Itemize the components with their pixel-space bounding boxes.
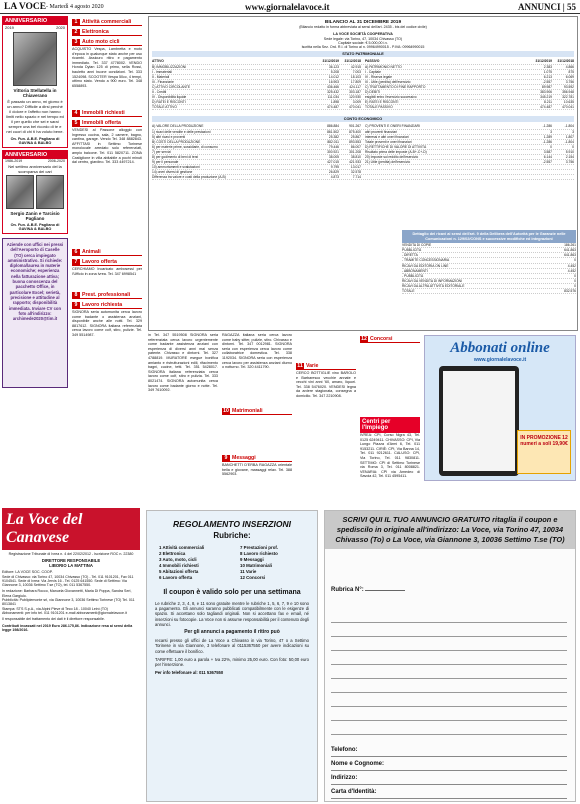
director-label: DIRETTORE RESPONSABILE <box>41 558 101 564</box>
rubric-heading: 3 Auto moto cicli <box>72 39 142 46</box>
name-field[interactable]: Nome e Cognome: <box>331 761 567 771</box>
revenue-detail <box>402 230 576 330</box>
rules-panel <box>146 510 318 802</box>
classified-text: BANCHETTI D'ERBA RAGAZZA orientale bella e giovane, massaggi relax. Tel. 388 5562903. <box>222 463 292 477</box>
rubric-list-item: 6 Lavoro offerta <box>159 575 193 580</box>
table-row: B) COSTI DELLA PRODUZIONE 882.011 893.553 Totale proventi e oneri finanziari -1.286 -1.804 <box>152 139 574 144</box>
table-row: 9) per il personale 427.015 421.933 21) Utile (perdita) dell'esercizio -2.557 3.756 <box>152 160 574 165</box>
rubric-text: CERCHIAMO Incaricato ambosessi per l'Ufficio in zona Ivrea. Tel. 347 6998541 <box>72 267 142 276</box>
rubric-list-item: 10 Matrimoniali <box>240 563 272 568</box>
rules-subtitle: Rubriche: <box>213 531 251 540</box>
revenue-row: VENDITA DI COPIE 186.261 <box>402 243 576 248</box>
masthead-short: LA VOCE <box>4 2 47 12</box>
privacy: Il responsabile del trattamento dei dati è il direttore responsabile. <box>2 617 105 622</box>
portrait-photo <box>36 175 64 209</box>
director-name: LIBORIO LA MATTINA <box>49 563 93 569</box>
rubric-heading: 5 Immobili offerta <box>72 120 142 127</box>
rubric-list-item: 11 Varie <box>240 569 257 574</box>
portrait-photo <box>13 32 57 86</box>
footer-note: Contributi incassati nel 2019 Euro 286.175,86. Indicazione resa ai sensi della legge 198/2016. <box>2 623 133 632</box>
table-row: B) IMMOBILIZZAZIONI 36.123 42.915 A) PATRIMONIO NETTO 2.383 4.866 <box>152 64 574 69</box>
rules-headline-2: Per gli annunci a pagamento il ritiro può <box>184 629 280 636</box>
section-band: CONTO ECONOMICO <box>152 116 574 122</box>
newsroom: In redazione: Barbara Rocco, Manuela Giovannetti, Maria Di Poppa, Sandra Seri, Elena Gargiulo. <box>2 589 132 598</box>
anniversary-1 <box>2 16 68 148</box>
offices: Sede di Chivasso: via Torino 47, 10034 Chivasso (TO) - Tel. 011 9101201, Fax 011 9104541. Sede di Ivrea: Via Jervis 16 - Tel. 0125 641550. Sede di Settimo: Via Giannone 3, 10036 Settimo T.se (TO), tel. 011 5367550. <box>2 574 134 588</box>
table-header: ATTIVO 31/12/2019 31/12/2018 PASSIVO 31/12/2019 31/12/2018 <box>152 59 574 64</box>
header-section: ANNUNCI | 55 <box>518 2 576 12</box>
rubrics-column <box>72 16 142 430</box>
rules-headline: Il coupon è valido solo per una settimana <box>163 589 301 596</box>
rubric-list-item: 3 Auto, moto, cicli <box>159 557 197 562</box>
company-registry: Iscritta nella Sez. Ord. R.I. di Torino al n. 09964990015 - P.IVA: 09964990015 <box>301 45 425 50</box>
rules-paragraph: recarsi presso gli uffici de La Voce a Chivasso in via Torino, 47 o a Settimo Torinese in via Giannone, 3 telefonare al 0115367550 per avere indicazioni su come effettuare il bonifico. <box>155 638 309 654</box>
company-name: LA VOCE SOCIETÀ COOPERATIVA <box>333 32 393 37</box>
revenue-note: Dettaglio dei ricavi ai sensi dell'art. 9 della Delibera dell'Autorità per le Garanzie nelle Comunicazioni n. 129/02/CONS e successive modifiche ed integrazioni <box>402 230 576 243</box>
rules-paragraph: Le rubriche 2, 3, 4, 8, e 11 sono gratuite mentre le rubriche 1, 5, 6, 7, 9 e 10 sono a pagamento. Gli annunci saranno pubblicati compatibilmente con le esigenze di spazio. Si accettano solo tagliandi originali. Non si accettano fax e email, né inserzioni su fotocopie. La Voce non si assume responsabilità per il contenuto degli annunci. <box>155 601 309 627</box>
table-row: II - Materiali 14.012 18.103 IV - Riserva legale 6.213 6.069 <box>152 74 574 79</box>
editor: Editore: LA VOCE SOC. COOP. <box>2 570 53 575</box>
table-row: IV - Disponibilità liquide 111.034 120.930 esigibili entro l'esercizio successivo 345.219 322.781 <box>152 95 574 100</box>
rubric-text: ACQUISTO Vespa, Lambretta e moto d'epoca in qualunque stato anche per uso ricambi. Assicuro ritiro e pagamento immediato. Tel. 337 4778002. VENDO Honda Dylan 125 di primo, sella Rossi, bauletto anni buone condizioni. Tel. 333 1524098. SCOOTER Vespa 50cc, 4 tempi, ottimo stato. Vendo a 900 euro. Tel. 348 6558893. <box>72 47 142 88</box>
rubric-heading: 11 Varie <box>296 363 356 370</box>
header-site[interactable]: www.giornalelavoce.it <box>245 2 330 12</box>
rules-title: REGOLAMENTO INSERZIONI <box>173 519 291 529</box>
income-table <box>152 124 574 180</box>
coupon-header: SCRIVI QUI IL TUO ANNUNCIO GRATUITO ritaglia il coupon e spediscilo in originale all'indirizzo: La Voce, via Torino 47, 10034 Chivasso (To) o La Voce, via Giannone 3, 10036 Settimo T.se (TO) <box>325 511 575 549</box>
rubric-heading: 8 Prest. professionali <box>72 292 142 299</box>
rules-info: Per info telefonare al: 011 5367550 <box>155 670 224 676</box>
table-row: III - Finanziarie 16.903 17.809 IX - Utile (perdita) dell'esercizio -2.557 3.756 <box>152 79 574 84</box>
rules-price: TARIFFE: 1,00 euro a parola + Iva 22%, minimo 25,00 euro. Con foto: 50,00 euro per l'inserzione. <box>155 656 309 668</box>
rubric-heading: 9 Lavoro richiesta <box>72 302 142 309</box>
rubric-list-item: 1 Attività commerciali <box>159 545 205 550</box>
rubric-heading: 2 Elettronica <box>72 29 142 36</box>
company-address: Sede legale: via Torino, 47, 10034 Chivasso (TO) <box>323 36 403 41</box>
print: Stampa: STS S.p.A., via Alpini Pieve di Teco 18 - 10040 Leinì (TO) <box>2 606 108 611</box>
coupon-form <box>324 510 576 802</box>
table-row: 6) per materie prime, sussidiarie, di consumo 79.446 86.007 D) RETTIFICHE DI VALORE DI ATTIVITÀ 0 0 <box>152 144 574 149</box>
portrait-photo <box>6 175 34 209</box>
tablet-illustration <box>439 366 519 476</box>
revenue-row: PUBBLICITÀ 641.863 <box>402 248 576 253</box>
header-date: - Martedì 4 agosto 2020 <box>46 4 104 10</box>
rubric-heading: 10 Matrimoniali <box>222 408 292 415</box>
rubric-heading: 1 Attività commerciali <box>72 19 142 26</box>
balance-subtitle: (Bilancio redatto in forma abbreviata ai sensi dell'art. 2435 - bis del codice civile) <box>299 25 427 29</box>
id-card-field[interactable]: Carta d'Identità: <box>331 789 567 799</box>
rubric-heading: 6 Animali <box>72 249 142 256</box>
anniversary-text: Nel settimo anniversario del la scomparsa dei cari <box>8 164 62 174</box>
table-row: II - Crediti 325.432 303.187 D) DEBITI 383.906 356.948 <box>152 90 574 95</box>
page-header <box>0 0 580 14</box>
rubric-number-input[interactable] <box>365 590 405 591</box>
anniversary-year-start: 2019 <box>5 25 14 30</box>
rubric-list <box>147 545 317 581</box>
concorsi-column <box>360 333 420 533</box>
address-field[interactable]: Indirizzo: <box>331 775 567 785</box>
anniversary-year-end: 2006-2020 <box>47 159 65 163</box>
rubric-number-field[interactable]: Rubrica N°: <box>331 587 567 597</box>
balance-table <box>152 59 574 110</box>
deceased-name: Vittoria Stellatella in Chiaverano <box>13 88 57 98</box>
anniversary-year-start: 1986-2019 <box>5 159 23 163</box>
revenue-row: - DIRETTA 641.863 <box>402 253 576 258</box>
job-centers-title: Centri per l'Impiego <box>360 417 420 433</box>
funeral-home: On. Fun. A.B.E. Pagliano di GAVINA & BALBO <box>10 137 60 145</box>
rubric-text: SIGNORA seria automunita cerca lavoro come badante o assistenza anziani, disponibile anche alle notti. Tel. 329 8817612. SIGNORA italiana referenziata cerca lavoro come colf, stiro, pulizie. Tel. 349 5514987. <box>72 310 142 337</box>
revenue-row: TOTALE 832.576 <box>402 289 576 294</box>
subscribe-banner[interactable] <box>424 335 576 481</box>
deceased-names: Sergio Zanin e Tarcisio Pagliano <box>10 211 60 221</box>
classified-text: RAGAZZA italiana seria cerca lavoro come baby sitter, pulizie, stiro. Chivasso e dintorni. Tel. 347 0012981. SIGNORA seria con esperienza cerca lavoro come collaboratrice domestica. Tel. 338 1192034. SIGNORA seria con esperienza cerca lavoro per assistenza anziani diurno o notturno. Tel. 320 4411790. <box>222 333 292 370</box>
revenue-row: RICAVI DA VENDITA DI INFORMAZIONI 0 <box>402 278 576 283</box>
table-row: Differenza tra valore e costi della produzione (A-B) 4.873 7.714 <box>152 175 574 180</box>
rubric-heading: 9 Messaggi <box>222 455 292 462</box>
rubric-list-item: 12 Concorsi <box>240 575 266 580</box>
company-capital: Capitale sociale: € 5.000,00 i.v. <box>338 40 388 45</box>
rubric-text: VENDESI al Passone alloggio con Ingresso cucina, sala, 2 camere, bagno, cantina, garage. Vendo Tel. 348 8882843. AFFITTASI in Settimo Torinese monolocale arredato solo referenziati, ampio balcone. Tel. 011 5820711. ZONA Castiglione in villa abitabile a pochi minuti dal centro, giardino. Tel. 333 4497214. <box>72 128 142 165</box>
subscriptions: Abbonamenti: per info tel. 011 9101201 e-mail abbonamenti@giornalelavoce.it <box>2 610 127 615</box>
rubric-heading: 12 Concorsi <box>360 336 420 343</box>
rubric-list-item: 8 Lavoro richiesto <box>240 551 278 556</box>
registry: Registrazione Tribunale di Ivrea n. 4 del 22/02/2012 - Iscrizione ROC n. 22380 <box>8 552 134 556</box>
rubric-list-item: 4 Immobili richiesti <box>159 563 199 568</box>
revenue-row: RICAVI DA ALTRA ATTIVITÀ EDITORIALE 0 <box>402 283 576 288</box>
advertising: Pubblicità: Publipiemonte srl, via Giannone 3, 10036 Settimo Torinese (TO) Tel. 011 8013841 <box>2 598 135 607</box>
job-promo-box: Aziende con uffici nei pressi dell'Aeroporto di Caselle (TO) cerca impiegato amministrativo. Si richiede: diploma/laurea in materie economiche; esperienza nella fatturazione attiva; buona conoscenza del pacchetto Office, in particolare Excel; serietà, precisione e attitudine al rapporto; disponibilità immediata. Inviare CV con foto all'indirizzo: archimede2020@tim.it <box>2 238 68 388</box>
section-band: STATO PATRIMONIALE <box>152 51 574 57</box>
subscription-ad <box>424 333 576 481</box>
table-row: I - Immateriali 5.208 7.003 I - Capitale 1.075 875 <box>152 69 574 74</box>
revenue-row: - TRAMITE CONCESSIONARIA 0 <box>402 258 576 263</box>
table-row: 10) ammortamenti e svalutazioni 9.795 13.017 <box>152 165 574 170</box>
table-row: 5) altri ricavi e proventi 25.382 25.867 interessi e altri oneri finanziari 1.289 1.807 <box>152 134 574 139</box>
anniversary-label: ANNIVERSARIO <box>3 17 67 25</box>
anniversary-year-end: 2020 <box>56 25 65 30</box>
job-centers-list: IVREA: CPI, Corso Nigra 43, Tel. 0125 6249411. CHIVASSO: CPI, Via Lungo Piazza d'Armi 6, Tel. 011 9153211. CIRIÈ: CPI, Via Banna 14, Tel. 011 9212611. CALUSO: CPI, Via Torino, Tel. 011 9830811. SETTIMO: CPI di Settimo Torinese via Roma 3, Tel. 011 8008821. VENARIA: CPI via Amedeo di Savoia 42, Tel. 011 4595411. <box>360 433 420 479</box>
rubric-list-item: 7 Prestazioni prof. <box>240 545 279 550</box>
classified-text: CERCO BOTTIGLIE vino BAROLO e Barbaresco vecchie annate e vecchi vini anni '60, amaro, liquori. Tel. 338 5476020. VENDESI legna da ardere stagionata, consegna a domicilio. Tel. 347 2210908. <box>296 371 356 398</box>
table-row: D) RATEI E RISCONTI 1.898 3.009 E) RATEI E RISCONTI 8.211 10.635 <box>152 100 574 105</box>
table-row: A) VALORE DELLA PRODUZIONE 886.884 901.267 C) PROVENTI E ONERI FINANZIARI -1.286 -1.804 <box>152 124 574 129</box>
table-row: 7) per servizi 300.921 301.208 Risultato prima delle imposte (A-B+-C+-D) 3.587 5.910 <box>152 149 574 154</box>
table-row: 1) ricavi delle vendite e delle prestazioni 861.502 875.400 altri proventi finanziari 3 3 <box>152 129 574 134</box>
funeral-home: On. Fun. A.B.E. Pagliano di GAVINA & BALBO <box>10 223 60 231</box>
anniversary-2 <box>2 150 68 234</box>
anniversary-label: ANNIVERSARIO <box>3 151 67 159</box>
rubric-list-item: 9 Messaggi <box>240 557 264 562</box>
phone-field[interactable]: Telefono: <box>331 747 567 757</box>
rubric-heading: 4 Immobili richiesti <box>72 110 142 117</box>
anniversary-column <box>2 16 68 506</box>
ad-text-lines[interactable] <box>331 609 567 739</box>
revenue-row: - ABBONAMENTI 4.452 <box>402 268 576 273</box>
balance-title: BILANCIO AL 31 DICEMBRE 2019 <box>324 20 402 25</box>
table-row: C) ATTIVO CIRCOLANTE 436.466 424.117 C) TRATTAMENTO DI FINE RAPPORTO 89.987 93.592 <box>152 84 574 89</box>
classified-text: in Tel. 347 5519508 SIGNORA seria referenziata cerca lavoro urgentemente come badante assistenza anziani con esperienza di diversi anni mai senza patente. Chivasso e dintorni. Tel. 327 4788819. MURATORE esegue bonifica amianto e ristrutturazioni edili, rifacimento bagni, cucine, tetti. Tel. 351 5428017. SIGNORA italiana referenziata cerca lavoro come colf, stiro e pulizia. Tel. 333 8021474. SIGNORA automunita cerca lavoro come badante giorno e notte. Tel. 349 7610092. <box>148 333 218 393</box>
masthead <box>2 508 140 802</box>
rubric-list-item: 5 Abitazioni offerta <box>159 569 199 574</box>
rubric-list-item: 2 Elettronica <box>159 551 186 556</box>
revenue-row: RICAVI DA EDITORIA ON LINE 4.452 <box>402 263 576 268</box>
varie-column <box>296 360 356 501</box>
rubric-heading: 7 Lavoro offerta <box>72 259 142 266</box>
revenue-row: - PUBBLICITÀ 0 <box>402 273 576 278</box>
subscribe-url[interactable]: www.giornalelavoce.it <box>473 357 527 363</box>
table-row: 14) oneri diversi di gestione 26.829 32.578 <box>152 170 574 175</box>
table-row: TOTALE ATTIVO 474.487 470.041 TOTALE PASSIVO 474.487 470.041 <box>152 105 574 110</box>
anniversary-text: È passato un anno, mi giorno è un anno? Difficile a dirsi perché il dolore e l'affetto non hanno limiti nello spazio e nel tempo ed il per quello che sei e sarai sempre una bel ricordo di te e nei cuori di chi ti ha voluto bene. <box>6 99 64 134</box>
promo-badge: IN PROMOZIONE 12 numeri a soli 19,90€ <box>517 430 571 474</box>
classified-column <box>148 333 292 523</box>
subscribe-title: Abbonati online <box>450 340 550 356</box>
newspaper-title: La Voce del Canavese <box>2 508 140 550</box>
table-row: 8) per godimento di beni di terzi 38.005 38.810 20) Imposte sul reddito dell'esercizio 6.144 2.154 <box>152 154 574 159</box>
